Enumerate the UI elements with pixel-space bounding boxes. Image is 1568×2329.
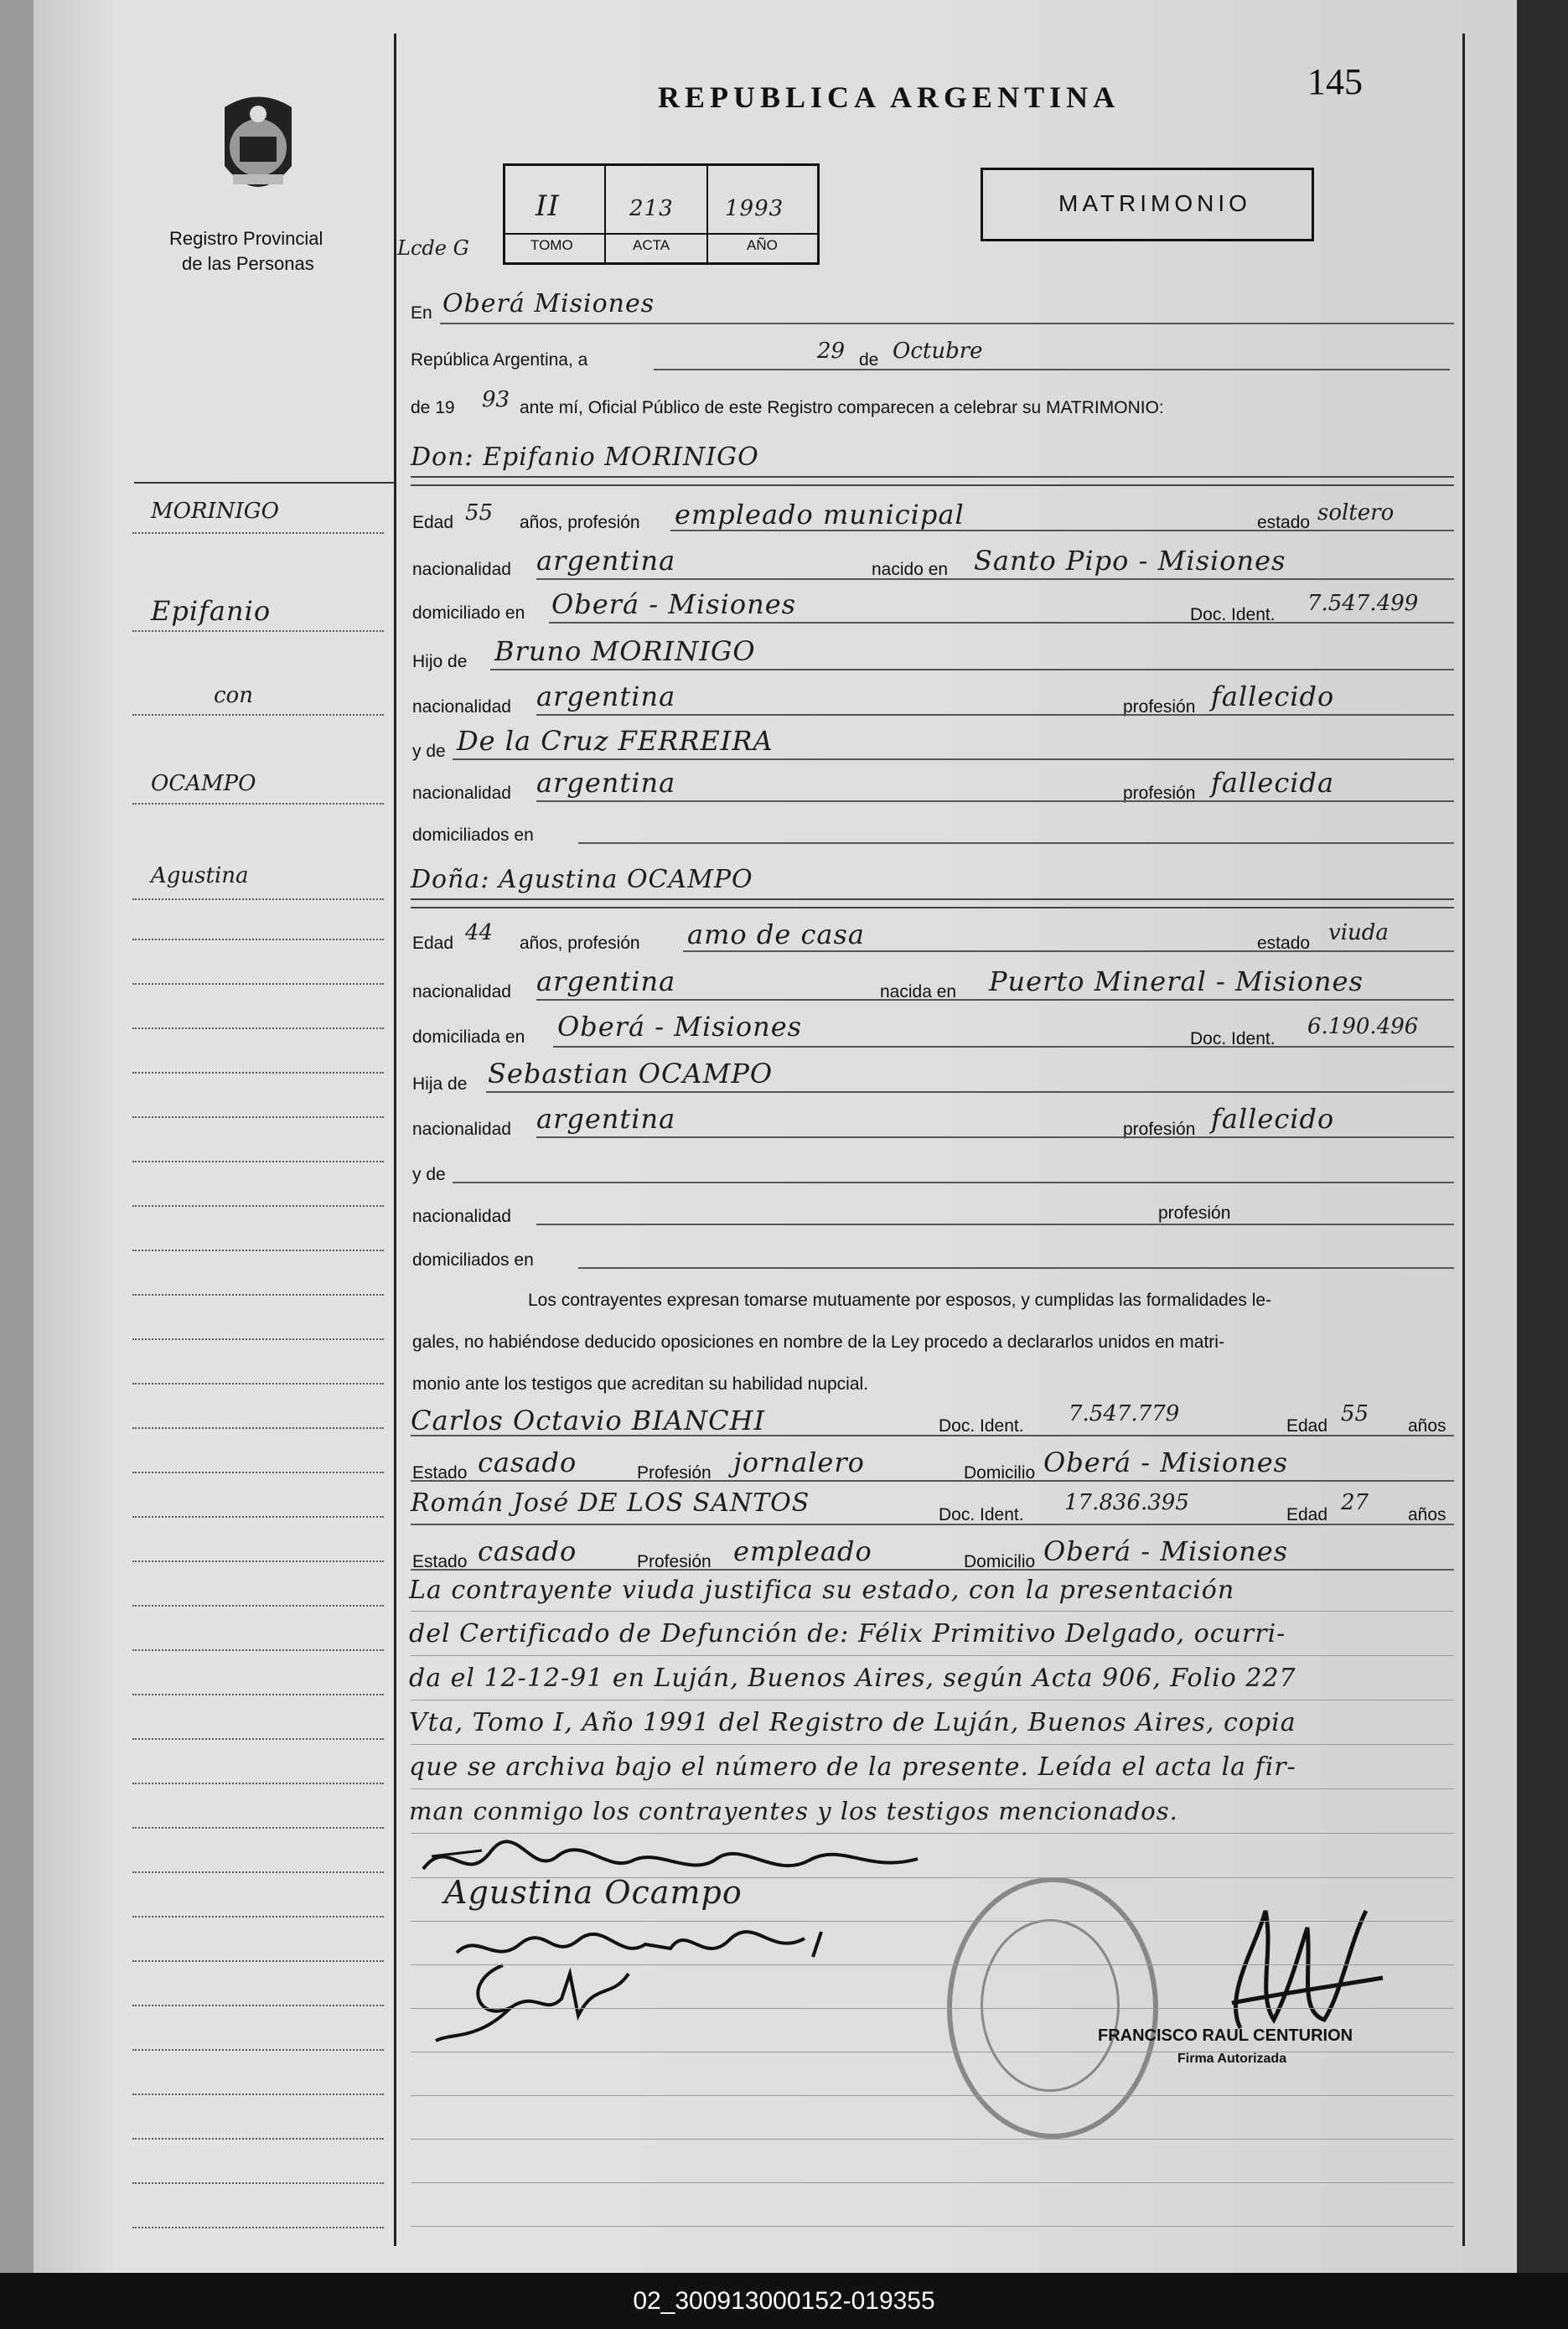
margin-ruled-line: [132, 1161, 384, 1162]
margin-ruled-line: [132, 2005, 384, 2006]
note-line-3: da el 12-12-91 en Luján, Buenos Aires, según Acta 906, Folio 227: [409, 1664, 1296, 1693]
bride-nacida-label: nacida en: [880, 982, 957, 1001]
witness1-edad: 55: [1341, 1401, 1369, 1426]
note-line-1: La contrayente viuda justifica su estado, con la presentación: [409, 1576, 1235, 1605]
body-ruled-line: [411, 2139, 1454, 2140]
note-line-4: Vta, Tomo I, Año 1991 del Registro de Luján, Buenos Aires, copia: [409, 1708, 1296, 1737]
year-value: 93: [482, 387, 510, 412]
witness1-estado-label: Estado: [412, 1463, 468, 1483]
margin-note-bride-firstname: Agustina: [151, 863, 249, 888]
marriage-record-page: [34, 0, 1517, 2273]
witness1-name: Carlos Octavio BIANCHI: [411, 1405, 766, 1436]
bride-nac-label: nacionalidad: [412, 982, 511, 1001]
groom-estado-label: estado: [1257, 513, 1311, 532]
bride-mother-prof-label: profesión: [1158, 1203, 1231, 1223]
groom-doc-label: Doc. Ident.: [1190, 605, 1276, 624]
right-border: [1462, 34, 1465, 2246]
official-stamp-title: Firma Autorizada: [1177, 2052, 1287, 2066]
groom-mother: De la Cruz FERREIRA: [457, 725, 774, 757]
bride-name: Doña: Agustina OCAMPO: [411, 865, 753, 894]
groom-dom-label: domiciliado en: [412, 603, 525, 623]
witness1-estado: casado: [478, 1447, 577, 1478]
de-label: de: [859, 350, 879, 370]
bride-father-prof-label: profesión: [1123, 1120, 1196, 1139]
bride-nac: argentina: [536, 965, 676, 997]
tomo-label: TOMO: [530, 237, 573, 253]
witness1-prof-label: Profesión: [637, 1463, 712, 1483]
witness2-dom-label: Domicilio: [964, 1552, 1036, 1571]
body-ruled-line: [411, 2226, 1454, 2227]
witness2-prof-label: Profesión: [637, 1552, 712, 1571]
margin-ruled-line: [132, 983, 384, 985]
bride-dom-label: domiciliada en: [412, 1027, 525, 1047]
witness2-edad-label: Edad: [1286, 1505, 1328, 1524]
margin-ruled-line: [132, 1294, 384, 1296]
image-caption: 02_300913000152-019355: [0, 2273, 1568, 2329]
note-line-5: que se archiva bajo el número de la presente. Leída el acta la fir-: [409, 1752, 1296, 1782]
witness2-profesion: empleado: [733, 1535, 872, 1567]
margin-ruled-line: [132, 2227, 384, 2228]
country-title: REPUBLICA ARGENTINA: [658, 80, 1120, 114]
bride-edad: 44: [465, 920, 494, 945]
bride-nacida-en: Puerto Mineral - Misiones: [989, 965, 1364, 997]
bride-hija-label: Hija de: [412, 1074, 468, 1094]
margin-ruled-line: [132, 1916, 384, 1918]
page-number: 145: [1307, 61, 1363, 102]
note-line-6: man conmigo los contrayentes y los testigos mencionados.: [409, 1797, 1178, 1825]
bride-doc-label: Doc. Ident.: [1190, 1029, 1276, 1048]
margin-ruled-line: [132, 2182, 384, 2184]
bride-estado-label: estado: [1257, 934, 1311, 953]
groom-mother-nac: argentina: [536, 767, 676, 799]
witness2-doc-label: Doc. Ident.: [939, 1505, 1024, 1524]
bride-mother-label: y de: [412, 1165, 446, 1184]
record-type-box: [981, 168, 1314, 241]
bride-profesion: amo de casa: [687, 919, 865, 950]
witness2-edad: 27: [1341, 1490, 1369, 1515]
margin-ruled-line: [132, 1427, 384, 1429]
official-stamp-name: FRANCISCO RAUL CENTURION: [1098, 2026, 1353, 2045]
bride-edad-label: Edad: [412, 934, 454, 953]
witness2-estado-label: Estado: [412, 1552, 468, 1571]
groom-domicilio: Oberá - Misiones: [551, 588, 797, 620]
witness2-name: Román José DE LOS SANTOS: [411, 1488, 810, 1518]
bride-parents-dom-label: domiciliados en: [412, 1250, 534, 1270]
groom-profesion: empleado municipal: [675, 499, 965, 530]
margin-ruled-line: [132, 1560, 384, 1562]
groom-father-prof-label: profesión: [1123, 697, 1196, 717]
groom-mother-label: y de: [412, 742, 446, 761]
bride-domicilio: Oberá - Misiones: [557, 1011, 803, 1043]
margin-ruled-line: [132, 939, 384, 940]
declaration-line3: monio ante los testigos que acreditan su habilidad nupcial.: [412, 1374, 869, 1394]
margin-ruled-line: [132, 1027, 384, 1029]
witness2-estado: casado: [478, 1535, 577, 1567]
ledger-note: Lcde G: [397, 236, 469, 260]
margin-ruled-line: [132, 1694, 384, 1695]
groom-estado: soltero: [1317, 500, 1395, 525]
groom-father-prof: fallecido: [1211, 681, 1335, 712]
registry-name-line1: Registro Provincial: [169, 228, 323, 249]
witness2-doc: 17.836.395: [1064, 1490, 1189, 1515]
body-ruled-line: [411, 1964, 1454, 1965]
groom-doc: 7.547.499: [1307, 591, 1419, 616]
witness1-profesion: jornalero: [733, 1447, 865, 1478]
groom-hijo-label: Hijo de: [412, 652, 468, 671]
witness1-edad-label: Edad: [1286, 1416, 1328, 1436]
margin-ruled-line: [132, 1072, 384, 1074]
provincial-coat-of-arms-icon: [208, 91, 308, 208]
book-binding: [0, 0, 34, 2273]
groom-anos-label: años, profesión: [520, 513, 640, 532]
groom-edad-label: Edad: [412, 513, 454, 532]
margin-header-rule: [134, 482, 396, 484]
ano-value: 1993: [725, 196, 784, 221]
declaration-line1: Los contrayentes expresan tomarse mutuamente por esposos, y cumplidas las formalidades le-: [528, 1291, 1272, 1310]
left-column-divider: [394, 34, 396, 2246]
margin-ruled-line: [132, 1250, 384, 1251]
year-prefix: de 19: [411, 398, 455, 417]
witness1-doc: 7.547.779: [1069, 1401, 1180, 1426]
groom-edad: 55: [465, 500, 494, 525]
groom-name: Don: Epifanio MORINIGO: [411, 443, 759, 472]
bride-anos-label: años, profesión: [520, 934, 640, 953]
bride-father-nac: argentina: [536, 1103, 676, 1135]
margin-ruled-line: [132, 2138, 384, 2140]
groom-nacido-en: Santo Pipo - Misiones: [974, 545, 1286, 577]
bride-father-nac-label: nacionalidad: [412, 1120, 511, 1139]
groom-nac: argentina: [536, 545, 676, 577]
groom-nacido-label: nacido en: [872, 560, 949, 579]
margin-ruled-line: [132, 2049, 384, 2051]
record-reference-box: [503, 163, 820, 265]
groom-parents-dom-label: domiciliados en: [412, 826, 534, 845]
registry-name-line2: de las Personas: [182, 253, 314, 274]
body-ruled-line: [411, 1877, 1454, 1878]
margin-ruled-line: [132, 1205, 384, 1207]
note-line-2: del Certificado de Defunción de: Félix Primitivo Delgado, ocurri-: [409, 1619, 1286, 1648]
margin-ruled-line: [132, 1516, 384, 1518]
witness2-anos-label: años: [1408, 1505, 1446, 1524]
bride-mother-nac-label: nacionalidad: [412, 1207, 511, 1226]
month-value: Octubre: [893, 339, 983, 364]
body-ruled-line: [411, 1921, 1454, 1922]
groom-father-nac: argentina: [536, 681, 676, 712]
bride-father: Sebastian OCAMPO: [488, 1058, 774, 1089]
bride-signature: Agustina Ocampo: [444, 1874, 743, 1911]
record-type-label: MATRIMONIO: [1058, 190, 1251, 216]
republica-label: República Argentina, a: [411, 350, 588, 370]
groom-mother-nac-label: nacionalidad: [412, 784, 511, 803]
bride-father-prof: fallecido: [1211, 1103, 1335, 1135]
body-ruled-line: [411, 2095, 1454, 2096]
witness1-doc-label: Doc. Ident.: [939, 1416, 1024, 1436]
witness1-domicilio: Oberá - Misiones: [1043, 1447, 1289, 1478]
margin-ruled-line: [132, 2094, 384, 2095]
witness2-domicilio: Oberá - Misiones: [1043, 1535, 1289, 1567]
day-value: 29: [817, 339, 846, 364]
margin-ruled-line: [132, 1738, 384, 1740]
place-value: Oberá Misiones: [442, 289, 655, 318]
margin-note-bride-surname: OCAMPO: [151, 771, 256, 796]
appear-text: ante mí, Oficial Público de este Registro comparecen a celebrar su MATRIMONIO:: [520, 398, 1164, 417]
bride-estado: viuda: [1328, 920, 1389, 945]
bride-doc: 6.190.496: [1307, 1014, 1419, 1039]
page-edge: [1517, 0, 1568, 2273]
groom-father: Bruno MORINIGO: [494, 635, 756, 667]
margin-note-surname: MORINIGO: [151, 499, 279, 524]
tomo-value: II: [536, 189, 560, 223]
margin-ruled-line: [132, 1827, 384, 1829]
margin-ruled-line: [132, 1649, 384, 1651]
declaration-line2: gales, no habiéndose deducido oposiciones en nombre de la Ley procedo a declararlos unidos en matri-: [412, 1333, 1224, 1352]
witness1-anos-label: años: [1408, 1416, 1446, 1436]
margin-ruled-line: [132, 1116, 384, 1118]
margin-note-firstname: Epifanio: [151, 595, 272, 627]
groom-nac-label: nacionalidad: [412, 560, 511, 579]
witness1-dom-label: Domicilio: [964, 1463, 1036, 1483]
groom-father-nac-label: nacionalidad: [412, 697, 511, 717]
en-label: En: [411, 303, 432, 323]
margin-note-con: con: [214, 683, 253, 708]
groom-mother-prof-label: profesión: [1123, 784, 1196, 803]
margin-ruled-line: [132, 1871, 384, 1873]
margin-ruled-line: [132, 1383, 384, 1384]
acta-value: 213: [629, 196, 674, 221]
official-seal-inner: [981, 1919, 1120, 2092]
acta-label: ACTA: [633, 237, 670, 253]
margin-ruled-line: [132, 1783, 384, 1784]
body-ruled-line: [411, 2008, 1454, 2009]
ano-label: AÑO: [747, 237, 778, 253]
margin-ruled-line: [132, 1338, 384, 1340]
margin-ruled-line: [132, 1605, 384, 1607]
groom-mother-prof: fallecida: [1211, 767, 1335, 799]
body-ruled-line: [411, 2182, 1454, 2183]
margin-ruled-line: [132, 1472, 384, 1473]
margin-ruled-line: [132, 1960, 384, 1962]
